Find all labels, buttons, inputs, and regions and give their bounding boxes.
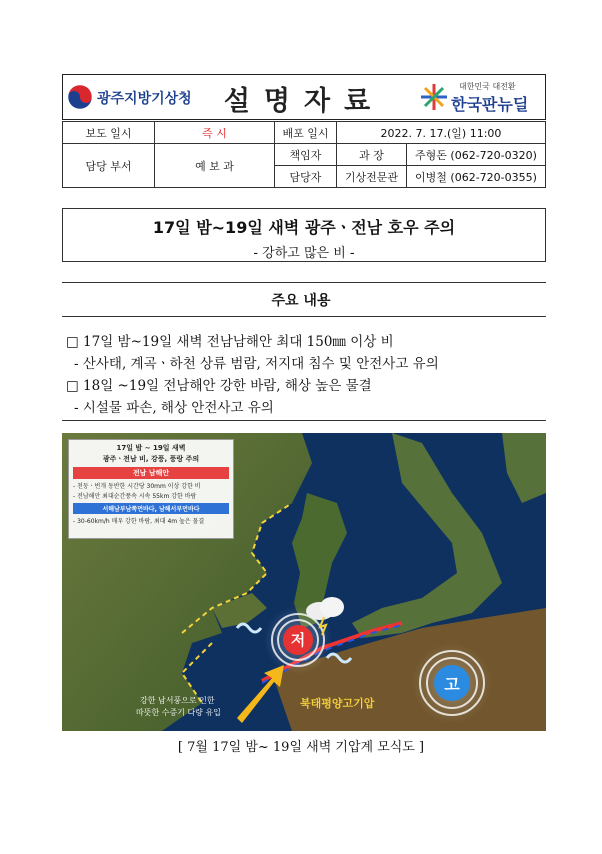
resp-role: 과 장 — [337, 144, 407, 166]
report-label: 보도 일시 — [63, 122, 155, 144]
resp-label: 책임자 — [275, 144, 337, 166]
map-info-box — [68, 439, 234, 539]
map-tag1: 전남 남해안 — [73, 467, 229, 479]
divider-bottom — [62, 420, 546, 421]
list-item: - 산사태, 계곡ㆍ하천 상류 범람, 저지대 침수 및 안전사고 유의 — [74, 356, 439, 372]
map-tag1-line1: - 천둥ㆍ번개 동반한 시간당 30mm 이상 강한 비 — [73, 483, 201, 490]
map-tag2: 서해남부남쪽먼바다, 남해서부먼바다 — [73, 503, 229, 514]
pacific-high-label: 북태평양고기압 — [300, 697, 375, 710]
list-item: □ 17일 밤~19일 새벽 전남남해안 최대 150㎜ 이상 비 — [66, 334, 394, 350]
headline-title: 17일 밤~19일 새벽 광주ㆍ전남 호우 주의 — [152, 218, 456, 237]
document-header — [62, 74, 546, 120]
agency-name: 광주지방기상청 — [97, 91, 192, 107]
dept-label: 담당 부서 — [63, 144, 155, 188]
map-box-title2: 광주ㆍ전남 비, 강풍, 풍랑 주의 — [102, 455, 200, 463]
map-caption: [ 7월 17일 밤~ 19일 새벽 기압계 모식도 ] — [177, 740, 425, 755]
document-title: 설명자료 — [223, 86, 385, 117]
arrow-text-2: 따뜻한 수증기 다량 유입 — [136, 708, 221, 717]
resp-contact: 주형돈 (062-720-0320) — [407, 144, 546, 166]
new-deal-logo — [419, 80, 539, 114]
headline-subtitle: - 강하고 많은 비 - — [253, 246, 355, 261]
weather-map — [62, 433, 546, 731]
staff-contact: 이병철 (062-720-0355) — [407, 166, 546, 188]
map-tag2-line1: - 30-60km/h 매우 강한 바람, 최대 4m 높은 물결 — [73, 518, 205, 525]
staff-role: 기상전문관 — [337, 166, 407, 188]
headline-box — [62, 208, 546, 262]
low-pressure-label: 저 — [290, 631, 306, 649]
new-deal-emblem-icon — [419, 82, 449, 112]
brand-small-text: 대한민국 대전환 — [459, 82, 516, 91]
section-title: 주요 내용 — [271, 293, 331, 309]
dist-value: 2022. 7. 17.(일) 11:00 — [337, 122, 546, 144]
dist-label: 배포 일시 — [275, 122, 337, 144]
divider-top — [62, 282, 546, 283]
high-pressure-label: 고 — [444, 675, 460, 694]
report-value: 즉 시 — [155, 122, 275, 144]
dept-value: 예 보 과 — [155, 144, 275, 188]
staff-label: 담당자 — [275, 166, 337, 188]
list-item: □ 18일 ~19일 전남해안 강한 바람, 해상 높은 물결 — [66, 378, 372, 394]
arrow-text-1: 강한 남서풍으로 인한 — [140, 696, 215, 705]
divider-section — [62, 316, 546, 317]
map-tag1-line2: - 전남해안 최대순간풍속 시속 55km 강한 바람 — [73, 493, 197, 500]
brand-big-text: 한국판뉴딜 — [451, 95, 529, 114]
info-table — [62, 121, 546, 188]
map-box-title1: 17일 밤 ~ 19일 새벽 — [116, 444, 186, 452]
list-item: - 시설물 파손, 해상 안전사고 유의 — [74, 400, 274, 416]
